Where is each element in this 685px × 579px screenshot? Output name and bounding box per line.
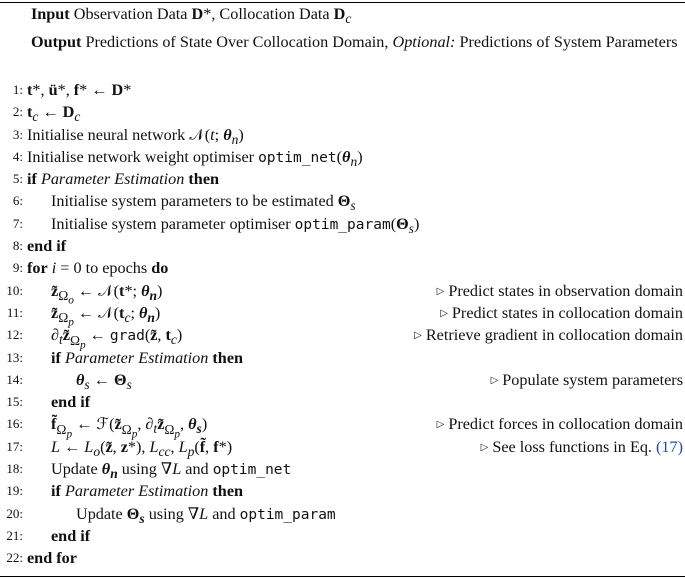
line-number: 10: <box>6 282 23 298</box>
line-number: 5: <box>12 171 23 187</box>
line-7 <box>0 213 685 235</box>
line-number: 15: <box>6 394 23 410</box>
line-5 <box>0 168 685 190</box>
line-number: 1: <box>12 82 23 97</box>
line-14 <box>0 369 685 391</box>
line-10 <box>0 280 685 307</box>
line-number: 8: <box>12 238 23 254</box>
line-12 <box>0 324 685 352</box>
code-optim-net: optim_net <box>258 149 337 166</box>
output-optional: Optional: <box>392 32 456 51</box>
line-13 <box>0 347 685 369</box>
line-number: 3: <box>12 126 23 142</box>
output-text-b: Predictions of System Parameters <box>459 32 678 51</box>
line-6 <box>0 190 685 212</box>
line-number: 12: <box>6 327 23 343</box>
line-8 <box>0 235 685 257</box>
line-number: 9: <box>12 260 23 276</box>
line-2 <box>0 101 685 123</box>
line-17-comment: ▷ See loss functions in Eq. (17) <box>480 437 683 456</box>
line-number: 19: <box>6 483 23 499</box>
line-4 <box>0 146 685 168</box>
code-optim-net: optim_net <box>212 462 292 479</box>
line-15-body: end if <box>51 393 91 412</box>
line-13-body: if Parameter Estimation then <box>51 348 244 367</box>
line-number: 7: <box>12 215 23 231</box>
line-number: 4: <box>12 148 23 164</box>
line-8-body: end if <box>27 237 67 256</box>
equation-citation-link[interactable]: (17) <box>656 437 683 456</box>
algorithm-lines <box>0 79 685 570</box>
line-1-body: t*, ü*, f* ← D* <box>27 81 132 99</box>
line-number: 16: <box>6 416 23 432</box>
line-17-body: L ← $L_o(z̃$, z*), $L_{cc}$, $L_p(f̃$, f*) <box>51 437 233 459</box>
line-22 <box>0 547 685 569</box>
line-21 <box>0 525 685 547</box>
input-keyword: Input <box>31 5 70 23</box>
line-number: 20: <box>6 505 23 521</box>
line-12-body: $\partial_tz̃_{\Omega_p}$ ← grad(z̃, $t_c$) <box>51 326 183 352</box>
bottom-rule <box>0 576 685 577</box>
line-20 <box>0 503 685 525</box>
line-19 <box>0 480 685 502</box>
input-line <box>0 3 685 31</box>
line-number: 6: <box>12 193 23 209</box>
line-number: 14: <box>6 371 23 387</box>
line-20-body: Update $\Theta_s$ using ∇L and optim_param <box>76 504 336 526</box>
line-7-body: Initialise system parameter optimiser $optim\_param(\Theta_s)$ <box>51 214 420 237</box>
line-3-body: Initialise neural network 𝒩(t; $\theta_n$) <box>27 125 244 147</box>
comment-triangle-icon: ▷ <box>436 419 445 431</box>
line-1 <box>0 79 685 101</box>
line-14-comment: ▷ Populate system parameters <box>490 370 683 389</box>
line-6-body: Initialise system parameters to be estimated $\Theta_s$ <box>51 192 356 214</box>
line-17 <box>0 436 685 458</box>
line-12-comment: ▷ Retrieve gradient in collocation domain <box>414 326 683 345</box>
line-15 <box>0 391 685 413</box>
line-11 <box>0 302 685 329</box>
code-grad: grad <box>109 328 145 345</box>
line-9-body: for i = 0 to epochs do <box>27 259 169 278</box>
line-number: 17: <box>6 438 23 454</box>
line-11-body: $z̃_{\Omega_p}$ ← $𝒩(t_c$; $\theta_n$) <box>51 303 161 329</box>
line-number: 11: <box>6 304 23 320</box>
comment-triangle-icon: ▷ <box>480 441 489 453</box>
input-text: Observation Data D*, Collocation Data $D_c$ <box>73 5 352 27</box>
line-5-body: if Parameter Estimation then <box>27 170 220 189</box>
line-4-body: Initialise network weight optimiser $optim\_net(\theta_n)$ <box>27 147 363 170</box>
output-text-a: Predictions of State Over Collocation Domain, <box>85 32 389 51</box>
line-9 <box>0 257 685 279</box>
line-10-comment: ▷ Predict states in observation domain <box>436 281 683 300</box>
line-16 <box>0 413 685 441</box>
code-optim-param: optim_param <box>294 216 391 233</box>
output-keyword: Output <box>31 32 82 51</box>
comment-triangle-icon: ▷ <box>440 307 448 319</box>
line-number: 21: <box>6 527 23 543</box>
line-14-body: $\theta_s$ ← $\Theta_s$ <box>76 370 132 393</box>
comment-triangle-icon: ▷ <box>436 285 445 297</box>
line-number: 18: <box>6 461 23 477</box>
line-2-body: $t_c$ ← $D_c$ <box>27 103 81 125</box>
line-22-body: end for <box>27 549 77 568</box>
comment-triangle-icon: ▷ <box>490 374 499 386</box>
line-number: 2: <box>12 104 23 120</box>
line-3 <box>0 124 685 146</box>
line-number: 13: <box>6 349 23 365</box>
line-16-comment: ▷ Predict forces in collocation domain <box>436 415 683 434</box>
line-21-body: end if <box>51 526 91 545</box>
algorithm-header <box>0 3 685 53</box>
line-19-body: if Parameter Estimation then <box>51 482 244 501</box>
comment-triangle-icon: ▷ <box>414 330 422 342</box>
line-18-body: Update $\theta_n$ using ∇L and optim_net <box>51 460 292 482</box>
output-line <box>0 31 685 53</box>
line-10-body: $z̃_{\Omega_o}$ ← 𝒩(t*; $\theta_n$) <box>51 281 163 307</box>
line-number: 22: <box>6 550 23 566</box>
line-11-comment: ▷ Predict states in collocation domain <box>440 303 683 322</box>
line-18 <box>0 458 685 480</box>
code-optim-param: optim_param <box>239 506 336 523</box>
line-16-body: $f̃_{\Omega_p}$ ← $ℱ(z̃_{\Omega_p}$, $\partial_tz̃_{\Omega_p}$, $\theta_s$) <box>51 415 208 441</box>
